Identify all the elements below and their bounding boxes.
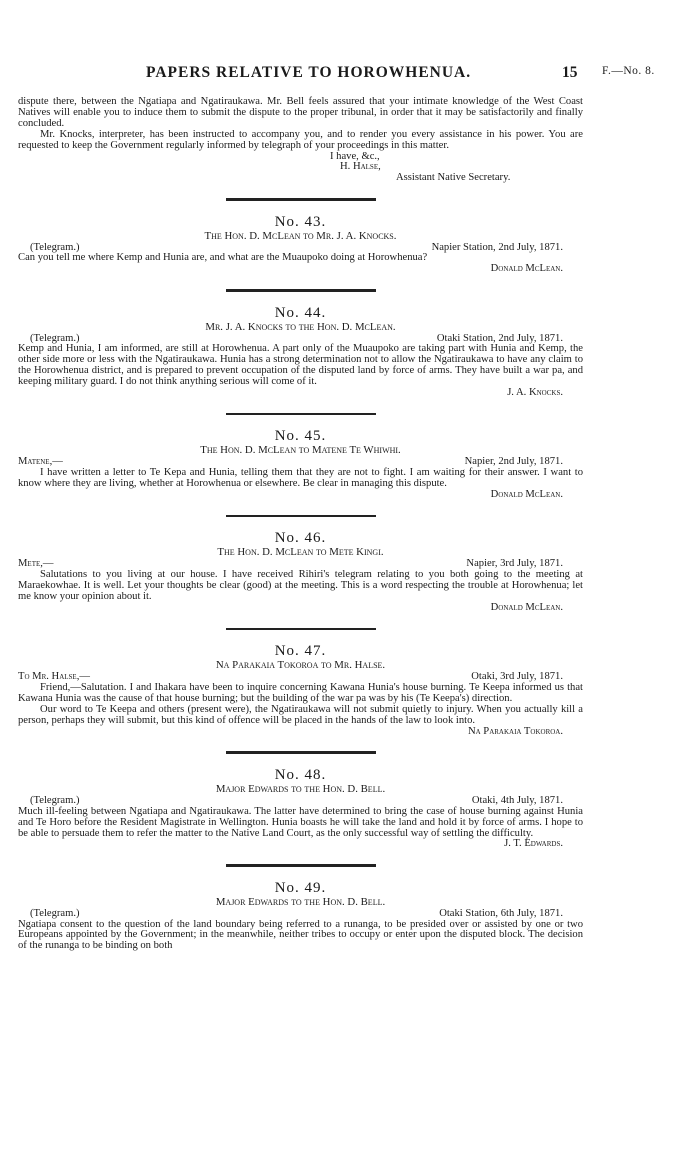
salutation: Mete,— [18,558,54,570]
document-code: F.—No. 8. [602,65,655,77]
letter-paragraph: I have written a letter to Te Kepa and Hunia, telling them that they are not to fight. I am waiting for their answer. I want to know where they are living, whether at Horowhenua or elsewhere. Be clear in managing this dispute. [18,467,583,490]
section-divider [226,628,376,630]
telegram-label: (Telegram.) [30,332,80,344]
letter-number: No. 45. [274,428,327,445]
letter-heading: Na Parakaia Tokoroa to Mr. Halse. [215,659,386,672]
letter-heading: The Hon. D. McLean to Mete Kingi. [217,546,384,559]
place-date: Otaki Station, 2nd July, 1871. [436,332,563,344]
letter [18,751,583,850]
letter-signature: Donald McLean. [490,601,563,613]
letter [18,628,583,738]
letter-signature: Na Parakaia Tokoroa. [467,725,563,737]
place-date: Napier, 3rd July, 1871. [466,558,563,570]
running-header [0,64,700,84]
section-divider [226,751,376,753]
letter [18,515,583,614]
salutation: To Mr. Halse,— [18,671,90,683]
intro-paragraph-2: Mr. Knocks, interpreter, has been instructed to accompany you, and to render you every assistance in his power. You are requested to keep the Government regularly informed by telegraph of your proceedings in this matter. [18,128,583,151]
letter-paragraph: Much ill-feeling between Ngatiapa and Ngatiraukawa. The latter have determined to bring the case of house burning against Hunia and Te Horo before the Resident Magistrate in Wellington. Hunia boasts he will take the land and hold it by force of arms. I hope to be able to persuade them to refer the matter to the Native Land Court, as the only successful way of settling the difficulty. [18,805,583,839]
letter-paragraph: Ngatiapa consent to the question of the land boundary being referred to a runanga, to be presided over or assisted by one or two Europeans appointed by the Government; in the meanwhile, neither tribes to occupy or enter upon the disputed block. The decision of the runanga to be binding on both [18,918,583,952]
letter-number: No. 48. [274,766,327,783]
letter [18,413,583,501]
letters-list [18,198,583,952]
letter-paragraph: Friend,—Salutation. I and Ihakara have been to inquire concerning Kawana Hunia's house burning. Te Keepa informed us that Kawana Hunia was the cause of that house burning; but the building of the war pa was by his (Te Keepa's) direction. [18,681,583,704]
intro-closing: I have, &c., [330,150,380,162]
letter-signature: J. T. Edwards. [504,838,563,850]
letter-number: No. 49. [274,879,327,896]
place-date: Napier Station, 2nd July, 1871. [431,241,563,253]
telegram-label: (Telegram.) [30,907,80,919]
intro-signer: H. Halse, [340,161,381,173]
letter-number: No. 47. [274,643,327,660]
section-divider [226,413,376,415]
letter-heading: Mr. J. A. Knocks to the Hon. D. McLean. [205,320,396,333]
telegram-label: (Telegram.) [30,241,80,253]
section-divider [226,198,376,200]
letter-signature: J. A. Knocks. [507,387,563,399]
place-date: Otaki Station, 6th July, 1871. [439,907,563,919]
letter-paragraph: Can you tell me where Kemp and Hunia are, and what are the Muaupoko doing at Horowhenua? [18,252,428,264]
letter-number: No. 43. [274,213,327,230]
section-divider [226,515,376,517]
salutation: Matene,— [18,456,63,468]
letter-signature: Donald McLean. [490,263,563,275]
place-date: Napier, 2nd July, 1871. [464,456,563,468]
letter [18,289,583,399]
telegram-label: (Telegram.) [30,794,80,806]
letter-heading: Major Edwards to the Hon. D. Bell. [215,895,386,908]
section-divider [226,864,376,866]
letter-heading: The Hon. D. McLean to Matene Te Whiwhi. [200,444,401,457]
letter [18,864,583,952]
letter-number: No. 44. [274,304,327,321]
letter-heading: Major Edwards to the Hon. D. Bell. [215,782,386,795]
place-date: Otaki, 3rd July, 1871. [471,671,563,683]
letter-meta-row [18,909,583,920]
letter-paragraph: Kemp and Hunia, I am informed, are still at Horowhenua. A part only of the Muaupoko are taking part with Hunia and Kemp, the other side more or less with the Ngatiraukawa. Hunia has a strong determination not to allow the Ngatiraukawa to have any claim to the Horowhenua district, and is prepared to prevent occupation of the disputed land by force of arms. They have built a war pa, and keeping military guard. I do not think anything serious will come of it. [18,343,583,388]
intro-paragraph-1: dispute there, between the Ngatiapa and Ngatiraukawa. Mr. Bell feels assured that your intimate knowledge of the West Coast Natives will enable you to induce them to submit the dispute to the proper tribunal, in order that it may be satisfactorily and finally concluded. [18,96,583,129]
letter [18,198,583,275]
letter-heading: The Hon. D. McLean to Mr. J. A. Knocks. [204,229,397,242]
page-number: 15 [562,64,578,81]
intro-signer-title: Assistant Native Secretary. [396,172,511,184]
document-body [18,97,583,952]
running-title: PAPERS RELATIVE TO HOROWHENUA. [146,64,472,81]
section-divider [226,289,376,291]
letter-signature: Donald McLean. [490,489,563,501]
letter-number: No. 46. [274,530,327,547]
letter-paragraph: Our word to Te Keepa and others (present were), the Ngatiraukawa will not submit quietly to injury. When you actually kill a person, perhaps they will submit, but this kind of offence will be placed in the hands of the law to look into. [18,703,583,726]
letter-paragraph: Salutations to you living at our house. I have received Rihiri's telegram relating to you both going to the meeting at Maraekowhae. It is well. Let your thoughts be clear (good) at the meeting. This is a word respecting the trouble at Horowhenua; let me know your opinion about it. [18,569,583,602]
place-date: Otaki, 4th July, 1871. [471,794,563,806]
